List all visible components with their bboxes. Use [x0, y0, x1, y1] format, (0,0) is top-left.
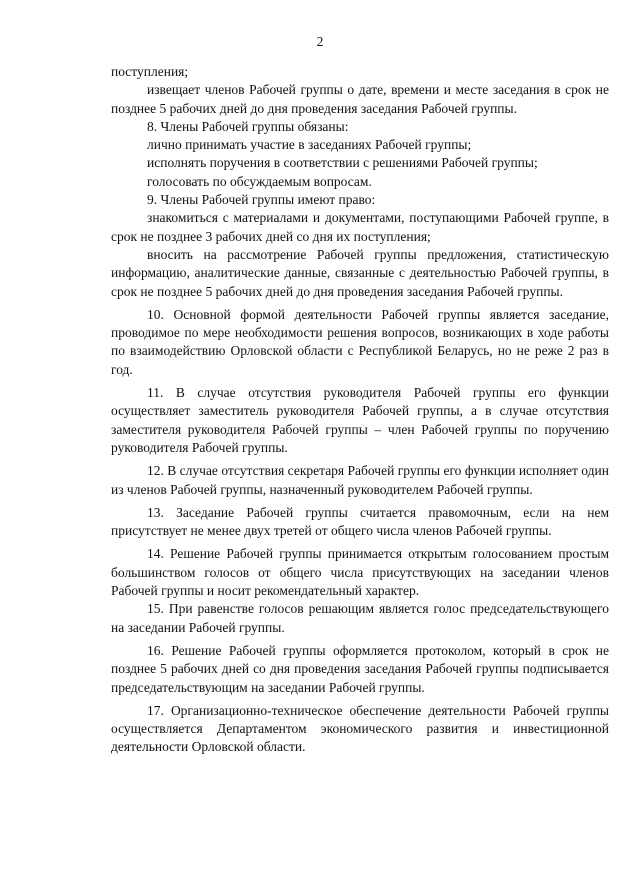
page-number: 2 [316, 34, 324, 49]
paragraph-17: 17. Организационно-техническое обеспечение деятельности Рабочей группы осуществляется Департаментом экономического развития и инвестиционной деятельности Орловской области. [111, 702, 609, 755]
paragraph-12: 12. В случае отсутствия секретаря Рабочей группы его функции исполняет один из членов Рабочей группы, назначенный руководителем Рабочей группы. [111, 463, 609, 497]
paragraph-10: 10. Основной формой деятельности Рабочей группы является заседание, проводимое по мере необходимости решения вопросов, возникающих в ходе работы по взаимодействию Орловской области с Республикой Беларусь, но не реже 2 раз в год. [111, 306, 609, 377]
paragraph-9-item-1: знакомиться с материалами и документами, поступающими Рабочей группе, в срок не позднее 3 рабочих дней со дня их поступления; [111, 210, 609, 244]
paragraph-continuation: поступления; [111, 64, 189, 79]
paragraph-9-item-2: вносить на рассмотрение Рабочей группы предложения, статистическую информацию, аналитические данные, связанные с деятельностью Рабочей группы, в срок не позднее 5 рабочих дней до дня проведения заседания Рабочей группы. [111, 246, 609, 299]
paragraph-8-item-2: исполнять поручения в соответствии с решениями Рабочей группы; [147, 155, 538, 171]
paragraph-16: 16. Решение Рабочей группы оформляется протоколом, который в срок не позднее 5 рабочих дней со дня проведения заседания Рабочей группы подписывается председательствующим на заседании Рабочей группы. [111, 642, 609, 695]
paragraph-8-item-1: лично принимать участие в заседаниях Рабочей группы; [147, 137, 472, 153]
paragraph-8-heading: 8. Члены Рабочей группы обязаны: [147, 118, 349, 134]
paragraph-15: 15. При равенстве голосов решающим является голос председательствующего на заседании Рабочей группы. [111, 601, 609, 635]
paragraph-9-heading: 9. Члены Рабочей группы имеют право: [147, 192, 376, 208]
document-body [111, 63, 609, 757]
paragraph-11: 11. В случае отсутствия руководителя Рабочей группы его функции осуществляет заместитель руководителя Рабочей группы, а в случае отсутствия заместителя руководителя Рабочей группы – член Рабочей группы по поручению руководителя Рабочей группы. [111, 385, 609, 455]
paragraph-8-item-3: голосовать по обсуждаемым вопросам. [147, 173, 372, 189]
paragraph-13: 13. Заседание Рабочей группы считается правомочным, если на нем присутствует не менее двух третей от общего числа членов Рабочей группы. [111, 504, 609, 539]
paragraph-14: 14. Решение Рабочей группы принимается открытым голосованием простым большинством голосов от общего числа присутствующих на заседании членов Рабочей группы и носит рекомендательный характер. [111, 546, 609, 599]
paragraph-secretary-duty: извещает членов Рабочей группы о дате, времени и месте заседания в срок не позднее 5 рабочих дней до дня проведения заседания Рабочей группы. [111, 82, 609, 116]
